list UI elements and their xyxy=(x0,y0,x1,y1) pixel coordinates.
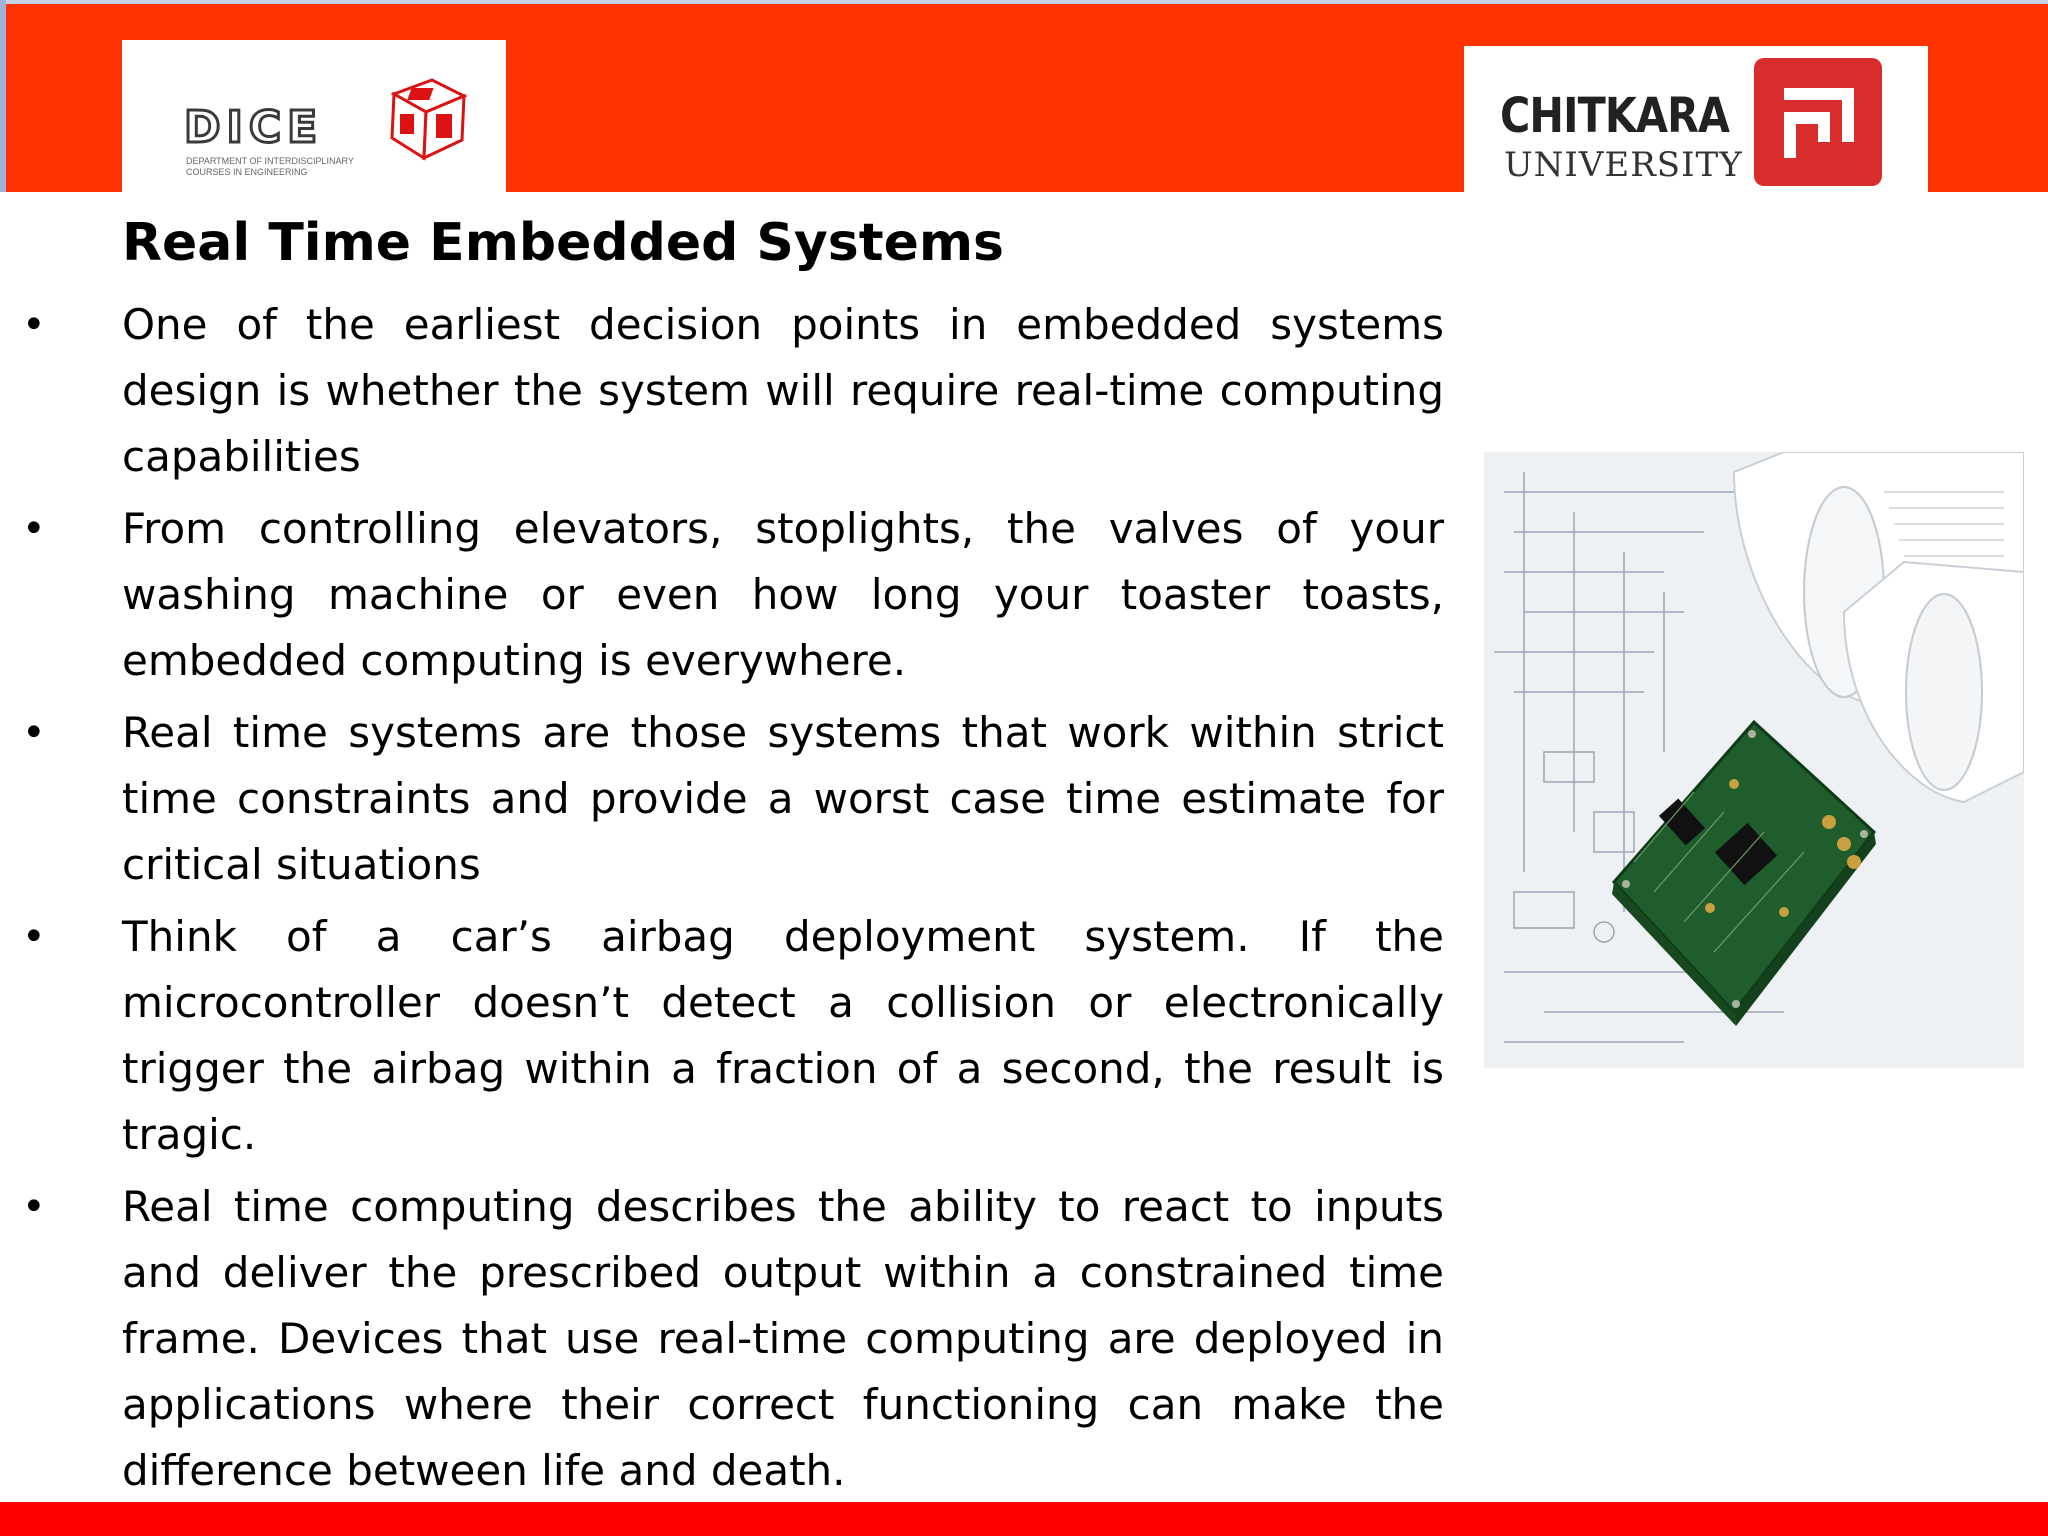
bottom-bar xyxy=(0,1502,2048,1536)
bullet-item xyxy=(0,700,1444,898)
dice-wordmark: DICE xyxy=(184,102,324,153)
banner-left-edge xyxy=(0,0,6,192)
bullet-text: Think of a car’s airbag deployment system. If the microcontroller doesn’t detect a collision or electronically trigger the airbag within a fraction of a second, the result is tragic. xyxy=(122,912,1444,1159)
university-wordmark: UNIVERSITY xyxy=(1504,145,1743,185)
bullet-dot: • xyxy=(22,506,46,552)
bullet-dot: • xyxy=(22,302,46,348)
bullet-item xyxy=(0,292,1444,490)
bullet-dot: • xyxy=(22,914,46,960)
dice-cube-icon xyxy=(374,76,470,166)
bullet-item xyxy=(0,904,1444,1168)
bullet-text: From controlling elevators, stoplights, the valves of your washing machine or even how long your toaster toasts, embedded computing is everywhere. xyxy=(122,504,1444,685)
blueprint-pcb-illustration xyxy=(1484,452,2024,1068)
dice-logo xyxy=(122,40,506,192)
chitkara-wordmark: CHITKARA xyxy=(1500,88,1730,144)
chitkara-emblem-icon xyxy=(1754,58,1882,186)
banner-top-edge xyxy=(0,0,2048,4)
bullet-item xyxy=(0,496,1444,694)
chitkara-logo xyxy=(1464,46,1928,192)
bullet-text: Real time systems are those systems that work within strict time constraints and provide a worst case time estimate for critical situations xyxy=(122,708,1444,889)
slide-title: Real Time Embedded Systems xyxy=(122,213,1004,273)
bullet-text: One of the earliest decision points in embedded systems design is whether the system will require real-time computing capabilities xyxy=(122,300,1444,481)
top-banner xyxy=(0,0,2048,192)
bullet-item xyxy=(0,1174,1444,1504)
bullet-dot: • xyxy=(22,1184,46,1230)
bullet-dot: • xyxy=(22,710,46,756)
dice-subtitle: DEPARTMENT OF INTERDISCIPLINARY COURSES IN ENGINEERING xyxy=(186,156,354,177)
bullet-list xyxy=(0,292,1444,1510)
circuit-board-photo xyxy=(1484,452,2024,1068)
bullet-text: Real time computing describes the ability to react to inputs and deliver the prescribed output within a constrained time frame. Devices that use real-time computing are deployed in applications where their correct functioning can make the difference between life and death. xyxy=(122,1182,1444,1495)
